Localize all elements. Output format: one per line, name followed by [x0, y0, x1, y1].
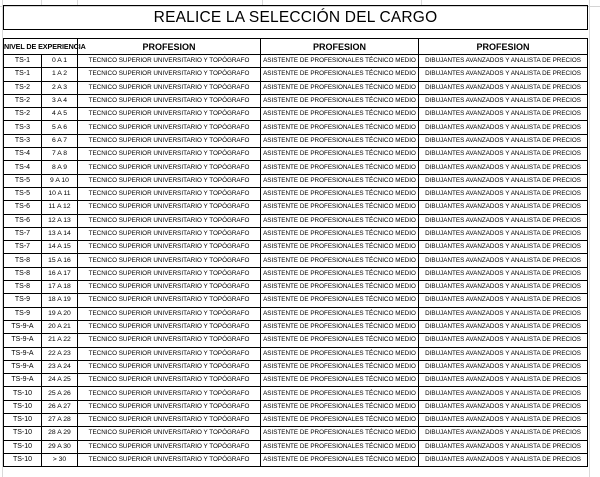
table-row[interactable] — [4, 174, 588, 187]
cell-profesion-tecnico-superior[interactable]: TECNICO SUPERIOR UNIVERSITARIO Y TOPÓGRAFO — [78, 241, 261, 254]
cell-profesion-tecnico-superior[interactable]: TECNICO SUPERIOR UNIVERSITARIO Y TOPÓGRAFO — [78, 374, 261, 387]
cell-nivel-code[interactable]: TS-9 — [4, 307, 42, 320]
cell-profesion-asistente[interactable]: ASISTENTE DE PROFESIONALES TÉCNICO MEDIO — [261, 427, 419, 440]
cell-profesion-dibujantes[interactable]: DIBUJANTES AVANZADOS Y ANALISTA DE PRECIOS — [419, 161, 588, 174]
cell-experience-range[interactable]: 28 A 29 — [42, 427, 78, 440]
cell-experience-range[interactable]: 27 A 28 — [42, 414, 78, 427]
cell-nivel-code[interactable]: TS-3 — [4, 134, 42, 147]
cell-profesion-dibujantes[interactable]: DIBUJANTES AVANZADOS Y ANALISTA DE PRECIOS — [419, 453, 588, 466]
cell-nivel-code[interactable]: TS-6 — [4, 201, 42, 214]
cell-experience-range[interactable]: 17 A 18 — [42, 281, 78, 294]
table-row[interactable] — [4, 81, 588, 94]
cell-profesion-tecnico-superior[interactable]: TECNICO SUPERIOR UNIVERSITARIO Y TOPÓGRAFO — [78, 281, 261, 294]
cell-profesion-tecnico-superior[interactable]: TECNICO SUPERIOR UNIVERSITARIO Y TOPÓGRAFO — [78, 414, 261, 427]
table-row[interactable] — [4, 347, 588, 360]
spreadsheet-gridline — [589, 0, 590, 477]
cell-profesion-tecnico-superior[interactable]: TECNICO SUPERIOR UNIVERSITARIO Y TOPÓGRAFO — [78, 267, 261, 280]
table-row[interactable] — [4, 121, 588, 134]
cell-profesion-dibujantes[interactable]: DIBUJANTES AVANZADOS Y ANALISTA DE PRECIOS — [419, 374, 588, 387]
cell-experience-range[interactable]: 23 A 24 — [42, 360, 78, 373]
cell-nivel-code[interactable]: TS-2 — [4, 108, 42, 121]
cell-profesion-asistente[interactable]: ASISTENTE DE PROFESIONALES TÉCNICO MEDIO — [261, 414, 419, 427]
cell-profesion-tecnico-superior[interactable]: TECNICO SUPERIOR UNIVERSITARIO Y TOPÓGRAFO — [78, 94, 261, 107]
header-profesion-1: PROFESION — [78, 39, 261, 55]
cell-profesion-dibujantes[interactable]: DIBUJANTES AVANZADOS Y ANALISTA DE PRECIOS — [419, 347, 588, 360]
cell-nivel-code[interactable]: TS-2 — [4, 94, 42, 107]
table-row[interactable] — [4, 134, 588, 147]
cell-profesion-tecnico-superior[interactable]: TECNICO SUPERIOR UNIVERSITARIO Y TOPÓGRAFO — [78, 134, 261, 147]
cell-nivel-code[interactable]: TS-7 — [4, 241, 42, 254]
cell-profesion-asistente[interactable]: ASISTENTE DE PROFESIONALES TÉCNICO MEDIO — [261, 267, 419, 280]
cell-experience-range[interactable]: 19 A 20 — [42, 307, 78, 320]
cell-experience-range[interactable]: 16 A 17 — [42, 267, 78, 280]
header-row — [4, 39, 588, 55]
cell-profesion-asistente[interactable]: ASISTENTE DE PROFESIONALES TÉCNICO MEDIO — [261, 241, 419, 254]
table-row[interactable] — [4, 201, 588, 214]
cell-profesion-asistente[interactable]: ASISTENTE DE PROFESIONALES TÉCNICO MEDIO — [261, 201, 419, 214]
cell-profesion-dibujantes[interactable]: DIBUJANTES AVANZADOS Y ANALISTA DE PRECIOS — [419, 387, 588, 400]
table-row[interactable] — [4, 161, 588, 174]
cell-nivel-code[interactable]: TS-9-A — [4, 334, 42, 347]
cell-profesion-tecnico-superior[interactable]: TECNICO SUPERIOR UNIVERSITARIO Y TOPÓGRAFO — [78, 347, 261, 360]
table-row[interactable] — [4, 307, 588, 320]
cell-profesion-dibujantes[interactable]: DIBUJANTES AVANZADOS Y ANALISTA DE PRECIOS — [419, 94, 588, 107]
cell-profesion-asistente[interactable]: ASISTENTE DE PROFESIONALES TÉCNICO MEDIO — [261, 334, 419, 347]
table-row[interactable] — [4, 360, 588, 373]
cell-profesion-asistente[interactable]: ASISTENTE DE PROFESIONALES TÉCNICO MEDIO — [261, 320, 419, 333]
cell-profesion-asistente[interactable]: ASISTENTE DE PROFESIONALES TÉCNICO MEDIO — [261, 214, 419, 227]
cell-nivel-code[interactable]: TS-5 — [4, 187, 42, 200]
page-title: REALICE LA SELECCIÓN DEL CARGO — [3, 5, 588, 30]
table-row[interactable] — [4, 254, 588, 267]
table-row[interactable] — [4, 68, 588, 81]
cell-profesion-tecnico-superior[interactable]: TECNICO SUPERIOR UNIVERSITARIO Y TOPÓGRAFO — [78, 254, 261, 267]
cell-profesion-tecnico-superior[interactable]: TECNICO SUPERIOR UNIVERSITARIO Y TOPÓGRAFO — [78, 400, 261, 413]
cell-nivel-code[interactable]: TS-1 — [4, 55, 42, 68]
cell-profesion-asistente[interactable]: ASISTENTE DE PROFESIONALES TÉCNICO MEDIO — [261, 174, 419, 187]
cell-profesion-asistente[interactable]: ASISTENTE DE PROFESIONALES TÉCNICO MEDIO — [261, 187, 419, 200]
cell-profesion-tecnico-superior[interactable]: TECNICO SUPERIOR UNIVERSITARIO Y TOPÓGRAFO — [78, 453, 261, 466]
cell-experience-range[interactable]: 7 A 8 — [42, 148, 78, 161]
cell-nivel-code[interactable]: TS-9-A — [4, 347, 42, 360]
cell-nivel-code[interactable]: TS-2 — [4, 81, 42, 94]
cell-profesion-asistente[interactable]: ASISTENTE DE PROFESIONALES TÉCNICO MEDIO — [261, 161, 419, 174]
cell-profesion-asistente[interactable]: ASISTENTE DE PROFESIONALES TÉCNICO MEDIO — [261, 94, 419, 107]
cell-experience-range[interactable]: 8 A 9 — [42, 161, 78, 174]
cell-nivel-code[interactable]: TS-10 — [4, 453, 42, 466]
cargo-selection-table — [3, 38, 588, 467]
cell-nivel-code[interactable]: TS-9 — [4, 294, 42, 307]
table-row[interactable] — [4, 414, 588, 427]
cell-profesion-dibujantes[interactable]: DIBUJANTES AVANZADOS Y ANALISTA DE PRECIOS — [419, 267, 588, 280]
cell-nivel-code[interactable]: TS-10 — [4, 400, 42, 413]
cell-profesion-tecnico-superior[interactable]: TECNICO SUPERIOR UNIVERSITARIO Y TOPÓGRAFO — [78, 55, 261, 68]
cell-profesion-tecnico-superior[interactable]: TECNICO SUPERIOR UNIVERSITARIO Y TOPÓGRAFO — [78, 148, 261, 161]
cell-experience-range[interactable]: 0 A 1 — [42, 55, 78, 68]
header-nivel-experiencia: NIVEL DE EXPERIENCIA — [4, 39, 78, 55]
cell-profesion-asistente[interactable]: ASISTENTE DE PROFESIONALES TÉCNICO MEDIO — [261, 400, 419, 413]
table-row[interactable] — [4, 108, 588, 121]
cell-nivel-code[interactable]: TS-8 — [4, 281, 42, 294]
cell-profesion-asistente[interactable]: ASISTENTE DE PROFESIONALES TÉCNICO MEDIO — [261, 81, 419, 94]
cell-profesion-tecnico-superior[interactable]: TECNICO SUPERIOR UNIVERSITARIO Y TOPÓGRAFO — [78, 108, 261, 121]
cell-nivel-code[interactable]: TS-6 — [4, 214, 42, 227]
cell-profesion-asistente[interactable]: ASISTENTE DE PROFESIONALES TÉCNICO MEDIO — [261, 55, 419, 68]
table-row[interactable] — [4, 334, 588, 347]
cell-experience-range[interactable]: 10 A 11 — [42, 187, 78, 200]
cell-profesion-dibujantes[interactable]: DIBUJANTES AVANZADOS Y ANALISTA DE PRECIOS — [419, 148, 588, 161]
cell-profesion-dibujantes[interactable]: DIBUJANTES AVANZADOS Y ANALISTA DE PRECIOS — [419, 214, 588, 227]
table-row[interactable] — [4, 94, 588, 107]
cell-experience-range[interactable]: 18 A 19 — [42, 294, 78, 307]
cell-experience-range[interactable]: 12 A 13 — [42, 214, 78, 227]
cell-profesion-tecnico-superior[interactable]: TECNICO SUPERIOR UNIVERSITARIO Y TOPÓGRAFO — [78, 294, 261, 307]
cell-experience-range[interactable]: 5 A 6 — [42, 121, 78, 134]
cell-experience-range[interactable]: 15 A 16 — [42, 254, 78, 267]
cell-experience-range[interactable]: 3 A 4 — [42, 94, 78, 107]
cell-profesion-asistente[interactable]: ASISTENTE DE PROFESIONALES TÉCNICO MEDIO — [261, 148, 419, 161]
cell-experience-range[interactable]: 9 A 10 — [42, 174, 78, 187]
cell-nivel-code[interactable]: TS-8 — [4, 254, 42, 267]
cell-profesion-tecnico-superior[interactable]: TECNICO SUPERIOR UNIVERSITARIO Y TOPÓGRAFO — [78, 227, 261, 240]
cell-profesion-asistente[interactable]: ASISTENTE DE PROFESIONALES TÉCNICO MEDIO — [261, 121, 419, 134]
cell-profesion-dibujantes[interactable]: DIBUJANTES AVANZADOS Y ANALISTA DE PRECIOS — [419, 294, 588, 307]
cell-nivel-code[interactable]: TS-5 — [4, 174, 42, 187]
cell-experience-range[interactable]: 24 A 25 — [42, 374, 78, 387]
cell-profesion-tecnico-superior[interactable]: TECNICO SUPERIOR UNIVERSITARIO Y TOPÓGRAFO — [78, 81, 261, 94]
cell-profesion-dibujantes[interactable]: DIBUJANTES AVANZADOS Y ANALISTA DE PRECIOS — [419, 108, 588, 121]
cell-profesion-dibujantes[interactable]: DIBUJANTES AVANZADOS Y ANALISTA DE PRECIOS — [419, 201, 588, 214]
table-row[interactable] — [4, 387, 588, 400]
table-row[interactable] — [4, 214, 588, 227]
cell-profesion-tecnico-superior[interactable]: TECNICO SUPERIOR UNIVERSITARIO Y TOPÓGRAFO — [78, 307, 261, 320]
table-row[interactable] — [4, 241, 588, 254]
cell-nivel-code[interactable]: TS-3 — [4, 121, 42, 134]
cell-profesion-asistente[interactable]: ASISTENTE DE PROFESIONALES TÉCNICO MEDIO — [261, 294, 419, 307]
cell-experience-range[interactable]: 11 A 12 — [42, 201, 78, 214]
cell-profesion-dibujantes[interactable]: DIBUJANTES AVANZADOS Y ANALISTA DE PRECIOS — [419, 360, 588, 373]
table-row[interactable] — [4, 294, 588, 307]
cell-profesion-tecnico-superior[interactable]: TECNICO SUPERIOR UNIVERSITARIO Y TOPÓGRAFO — [78, 360, 261, 373]
cell-nivel-code[interactable]: TS-10 — [4, 387, 42, 400]
cell-profesion-tecnico-superior[interactable]: TECNICO SUPERIOR UNIVERSITARIO Y TOPÓGRAFO — [78, 174, 261, 187]
cell-profesion-dibujantes[interactable]: DIBUJANTES AVANZADOS Y ANALISTA DE PRECIOS — [419, 187, 588, 200]
cell-nivel-code[interactable]: TS-10 — [4, 427, 42, 440]
cell-experience-range[interactable]: 26 A 27 — [42, 400, 78, 413]
cell-profesion-tecnico-superior[interactable]: TECNICO SUPERIOR UNIVERSITARIO Y TOPÓGRAFO — [78, 427, 261, 440]
table-row[interactable] — [4, 267, 588, 280]
cell-profesion-dibujantes[interactable]: DIBUJANTES AVANZADOS Y ANALISTA DE PRECIOS — [419, 440, 588, 453]
cell-profesion-asistente[interactable]: ASISTENTE DE PROFESIONALES TÉCNICO MEDIO — [261, 440, 419, 453]
cell-experience-range[interactable]: 25 A 26 — [42, 387, 78, 400]
cell-nivel-code[interactable]: TS-8 — [4, 267, 42, 280]
cell-nivel-code[interactable]: TS-9-A — [4, 360, 42, 373]
table-row[interactable] — [4, 453, 588, 466]
cell-nivel-code[interactable]: TS-9-A — [4, 320, 42, 333]
cell-profesion-tecnico-superior[interactable]: TECNICO SUPERIOR UNIVERSITARIO Y TOPÓGRAFO — [78, 121, 261, 134]
cell-profesion-tecnico-superior[interactable]: TECNICO SUPERIOR UNIVERSITARIO Y TOPÓGRAFO — [78, 187, 261, 200]
table-row[interactable] — [4, 187, 588, 200]
cell-profesion-dibujantes[interactable]: DIBUJANTES AVANZADOS Y ANALISTA DE PRECIOS — [419, 241, 588, 254]
cell-profesion-dibujantes[interactable]: DIBUJANTES AVANZADOS Y ANALISTA DE PRECIOS — [419, 254, 588, 267]
cell-profesion-tecnico-superior[interactable]: TECNICO SUPERIOR UNIVERSITARIO Y TOPÓGRAFO — [78, 334, 261, 347]
cell-profesion-dibujantes[interactable]: DIBUJANTES AVANZADOS Y ANALISTA DE PRECIOS — [419, 174, 588, 187]
cell-experience-range[interactable]: 29 A 30 — [42, 440, 78, 453]
table-row[interactable] — [4, 55, 588, 68]
cell-experience-range[interactable]: 1 A 2 — [42, 68, 78, 81]
cell-profesion-dibujantes[interactable]: DIBUJANTES AVANZADOS Y ANALISTA DE PRECIOS — [419, 121, 588, 134]
cell-nivel-code[interactable]: TS-4 — [4, 161, 42, 174]
cell-experience-range[interactable]: 21 A 22 — [42, 334, 78, 347]
cell-profesion-dibujantes[interactable]: DIBUJANTES AVANZADOS Y ANALISTA DE PRECIOS — [419, 320, 588, 333]
header-profesion-3: PROFESION — [419, 39, 588, 55]
cell-profesion-asistente[interactable]: ASISTENTE DE PROFESIONALES TÉCNICO MEDIO — [261, 374, 419, 387]
cell-profesion-tecnico-superior[interactable]: TECNICO SUPERIOR UNIVERSITARIO Y TOPÓGRAFO — [78, 201, 261, 214]
cell-profesion-asistente[interactable]: ASISTENTE DE PROFESIONALES TÉCNICO MEDIO — [261, 360, 419, 373]
cell-profesion-dibujantes[interactable]: DIBUJANTES AVANZADOS Y ANALISTA DE PRECIOS — [419, 307, 588, 320]
cell-profesion-asistente[interactable]: ASISTENTE DE PROFESIONALES TÉCNICO MEDIO — [261, 453, 419, 466]
cell-profesion-asistente[interactable]: ASISTENTE DE PROFESIONALES TÉCNICO MEDIO — [261, 134, 419, 147]
table-row[interactable] — [4, 227, 588, 240]
table-row[interactable] — [4, 320, 588, 333]
cell-profesion-tecnico-superior[interactable]: TECNICO SUPERIOR UNIVERSITARIO Y TOPÓGRAFO — [78, 68, 261, 81]
cell-profesion-tecnico-superior[interactable]: TECNICO SUPERIOR UNIVERSITARIO Y TOPÓGRAFO — [78, 320, 261, 333]
cell-profesion-dibujantes[interactable]: DIBUJANTES AVANZADOS Y ANALISTA DE PRECIOS — [419, 134, 588, 147]
cell-experience-range[interactable]: 2 A 3 — [42, 81, 78, 94]
table-row[interactable] — [4, 440, 588, 453]
cell-profesion-dibujantes[interactable]: DIBUJANTES AVANZADOS Y ANALISTA DE PRECIOS — [419, 55, 588, 68]
cell-profesion-asistente[interactable]: ASISTENTE DE PROFESIONALES TÉCNICO MEDIO — [261, 387, 419, 400]
header-profesion-2: PROFESION — [261, 39, 419, 55]
table-row[interactable] — [4, 374, 588, 387]
cell-profesion-asistente[interactable]: ASISTENTE DE PROFESIONALES TÉCNICO MEDIO — [261, 254, 419, 267]
cell-nivel-code[interactable]: TS-1 — [4, 68, 42, 81]
cell-nivel-code[interactable]: TS-9-A — [4, 374, 42, 387]
table-row[interactable] — [4, 281, 588, 294]
cell-profesion-dibujantes[interactable]: DIBUJANTES AVANZADOS Y ANALISTA DE PRECIOS — [419, 281, 588, 294]
cell-nivel-code[interactable]: TS-10 — [4, 414, 42, 427]
cell-nivel-code[interactable]: TS-7 — [4, 227, 42, 240]
cell-profesion-asistente[interactable]: ASISTENTE DE PROFESIONALES TÉCNICO MEDIO — [261, 227, 419, 240]
cell-profesion-tecnico-superior[interactable]: TECNICO SUPERIOR UNIVERSITARIO Y TOPÓGRAFO — [78, 161, 261, 174]
cell-profesion-asistente[interactable]: ASISTENTE DE PROFESIONALES TÉCNICO MEDIO — [261, 68, 419, 81]
cell-experience-range[interactable]: 13 A 14 — [42, 227, 78, 240]
cell-profesion-asistente[interactable]: ASISTENTE DE PROFESIONALES TÉCNICO MEDIO — [261, 347, 419, 360]
cell-nivel-code[interactable]: TS-4 — [4, 148, 42, 161]
cell-profesion-dibujantes[interactable]: DIBUJANTES AVANZADOS Y ANALISTA DE PRECIOS — [419, 68, 588, 81]
cell-nivel-code[interactable]: TS-10 — [4, 440, 42, 453]
cell-profesion-asistente[interactable]: ASISTENTE DE PROFESIONALES TÉCNICO MEDIO — [261, 281, 419, 294]
cell-profesion-asistente[interactable]: ASISTENTE DE PROFESIONALES TÉCNICO MEDIO — [261, 108, 419, 121]
table-row[interactable] — [4, 400, 588, 413]
cell-experience-range[interactable]: 20 A 21 — [42, 320, 78, 333]
cell-experience-range[interactable]: 4 A 5 — [42, 108, 78, 121]
cell-experience-range[interactable]: 6 A 7 — [42, 134, 78, 147]
cell-profesion-asistente[interactable]: ASISTENTE DE PROFESIONALES TÉCNICO MEDIO — [261, 307, 419, 320]
table-row[interactable] — [4, 148, 588, 161]
table-row[interactable] — [4, 427, 588, 440]
cell-profesion-dibujantes[interactable]: DIBUJANTES AVANZADOS Y ANALISTA DE PRECIOS — [419, 334, 588, 347]
cell-profesion-dibujantes[interactable]: DIBUJANTES AVANZADOS Y ANALISTA DE PRECIOS — [419, 427, 588, 440]
cell-profesion-tecnico-superior[interactable]: TECNICO SUPERIOR UNIVERSITARIO Y TOPÓGRAFO — [78, 440, 261, 453]
cell-profesion-tecnico-superior[interactable]: TECNICO SUPERIOR UNIVERSITARIO Y TOPÓGRAFO — [78, 387, 261, 400]
cell-experience-range[interactable]: > 30 — [42, 453, 78, 466]
cell-profesion-dibujantes[interactable]: DIBUJANTES AVANZADOS Y ANALISTA DE PRECIOS — [419, 400, 588, 413]
cell-profesion-tecnico-superior[interactable]: TECNICO SUPERIOR UNIVERSITARIO Y TOPÓGRAFO — [78, 214, 261, 227]
cell-experience-range[interactable]: 22 A 23 — [42, 347, 78, 360]
cell-profesion-dibujantes[interactable]: DIBUJANTES AVANZADOS Y ANALISTA DE PRECIOS — [419, 414, 588, 427]
cell-profesion-dibujantes[interactable]: DIBUJANTES AVANZADOS Y ANALISTA DE PRECIOS — [419, 81, 588, 94]
cell-profesion-dibujantes[interactable]: DIBUJANTES AVANZADOS Y ANALISTA DE PRECIOS — [419, 227, 588, 240]
cell-experience-range[interactable]: 14 A 15 — [42, 241, 78, 254]
